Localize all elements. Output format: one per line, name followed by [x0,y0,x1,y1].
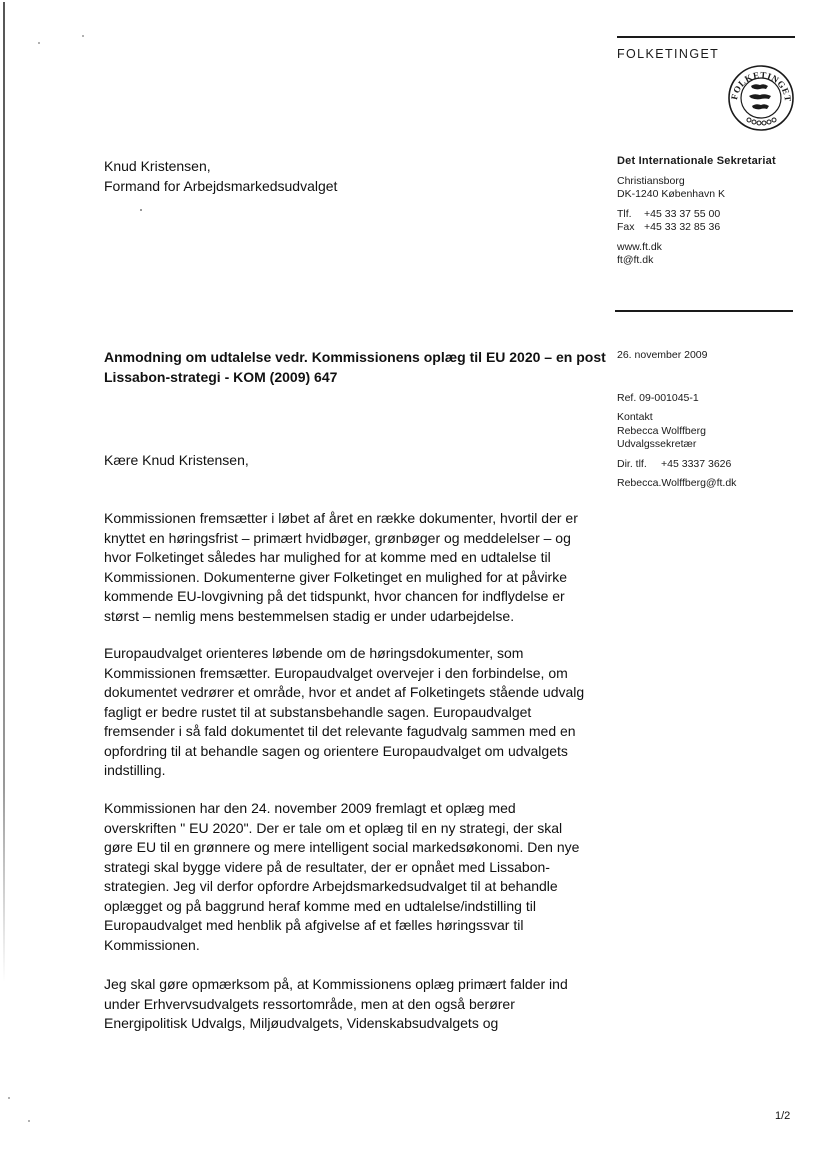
scan-edge-artifact [3,2,5,982]
paragraph-line: kommende EU-lovgivning på det tidspunkt, hvor chancen for indflydelse er [104,588,565,604]
paragraph-line: Kommissionen har den 24. november 2009 fremlagt et oplæg med [104,800,516,816]
meta-block [617,349,736,491]
subject-line: Lissabon-strategi - KOM (2009) 647 [104,369,338,385]
body-paragraph [104,644,604,781]
contact-title: Udvalgssekretær [617,438,697,450]
paragraph-line: Kommissionen fremsætter i løbet af året en række dokumenter, hvortil der er [104,510,578,526]
paragraph-line: hvor Folketinget således har mulighed for at komme med en udtalelse til [104,549,551,565]
header-top-rule [617,36,795,38]
recipient-title: Formand for Arbejdsmarkedsudvalget [104,178,338,194]
fax-label: Fax [617,221,635,233]
salutation: Kære Knud Kristensen, [104,452,249,468]
letter-date: 26. november 2009 [617,349,708,361]
org-name: FOLKETINGET [617,47,720,61]
paragraph-line: Europaudvalget orienteres løbende om de høringsdokumenter, som [104,645,524,661]
website-link[interactable]: www.ft.dk [617,240,662,253]
paragraph-line: fremsender i så fald dokumentet til det relevante fagudvalg sammen med en [104,723,576,739]
paragraph-line: strategien. Jeg vil derfor opfordre Arbejdsmarkedsudvalget til at behandle [104,878,558,894]
paragraph-line: gøre EU til en grønnere og mere intelligent social markedsøkonomi. Den nye [104,839,580,855]
address-line: Christiansborg [617,174,685,187]
paragraph-line: overskriften " EU 2020". Der er tale om et oplæg til en ny strategi, der skal [104,819,563,836]
paragraph-line: Kommissionen. Dokumenterne giver Folketinget en mulighed for at påvirke [104,568,568,585]
paragraph-line: størst – nemlig mens bestemmelsen stadig er under udarbejdelse. [104,607,515,624]
paragraph-line: under Erhvervsudvalgets ressortområde, men at den også berører [104,995,515,1012]
direct-phone-label: Dir. tlf. [617,457,647,470]
contact-email-link[interactable]: Rebecca.Wolffberg@ft.dk [617,477,737,489]
phone-label: Tlf. [617,207,632,220]
page-number: 1/2 [775,1110,791,1122]
paragraph-line: knyttet en høringsfrist – primært hvidbøger, grønbøger og meddelelser – og [104,529,571,546]
paragraph-line: indstilling. [104,762,166,778]
body-paragraph [104,509,604,626]
phone-number: +45 33 37 55 00 [644,207,721,220]
paragraph-line: fagligt er bedre rustet til at substansbehandle sagen. Europaudvalget [104,703,532,720]
paragraph-line: Kommissionen fremsætter. Europaudvalget overvejer i den forbindelse, om [104,664,568,681]
paragraph-line: Jeg skal gøre opmærksom på, at Kommissionens oplæg primært falder ind [104,976,568,992]
contact-name: Rebecca Wolffberg [617,424,706,437]
body-paragraph [104,975,604,1034]
email-link[interactable]: ft@ft.dk [617,254,654,266]
direct-phone-number: +45 3337 3626 [661,457,732,470]
scan-speck [140,209,142,211]
paragraph-line: opfordring til at behandle sagen og orientere Europaudvalget om udvalgets [104,742,568,759]
fax-number: +45 33 32 85 36 [644,221,721,233]
department-name: Det Internationale Sekretariat [617,155,776,167]
contact-label: Kontakt [617,411,653,423]
recipient-block [104,156,337,196]
scan-speck [8,1097,10,1099]
paragraph-line: Energipolitisk Udvalgs, Miljøudvalgets, Videnskabsudvalgets og [104,1015,499,1031]
svg-text:FOLKETINGET: FOLKETINGET [729,69,794,103]
scan-speck [38,42,40,44]
paragraph-line: dokumentet vedrører et område, hvor et andet af Folketingets stående udvalg [104,684,585,700]
recipient-name: Knud Kristensen, [104,158,211,174]
paragraph-line: oplægget og på baggrund heraf komme med en udtalelse/indstilling til [104,897,536,914]
reference-number: Ref. 09-001045-1 [617,391,699,404]
subject-line: Anmodning om udtalelse vedr. Kommissionens oplæg til EU 2020 – en post [104,349,606,365]
body-paragraph [104,799,604,955]
scan-speck [28,1120,30,1122]
paragraph-line: strategi skal bygge videre på de resultater, der er opnået med Lissabon- [104,858,550,875]
paragraph-line: Europaudvalget med henblik på afgivelse af et fælles høringssvar til [104,917,524,933]
folketinget-seal-icon [727,64,795,132]
scan-speck [82,35,84,37]
paragraph-line: Kommissionen. [104,936,200,953]
letter-subject [104,347,614,387]
sidebar-divider-rule [615,310,793,312]
sender-block [617,155,776,268]
address-line: DK-1240 København K [617,188,725,200]
